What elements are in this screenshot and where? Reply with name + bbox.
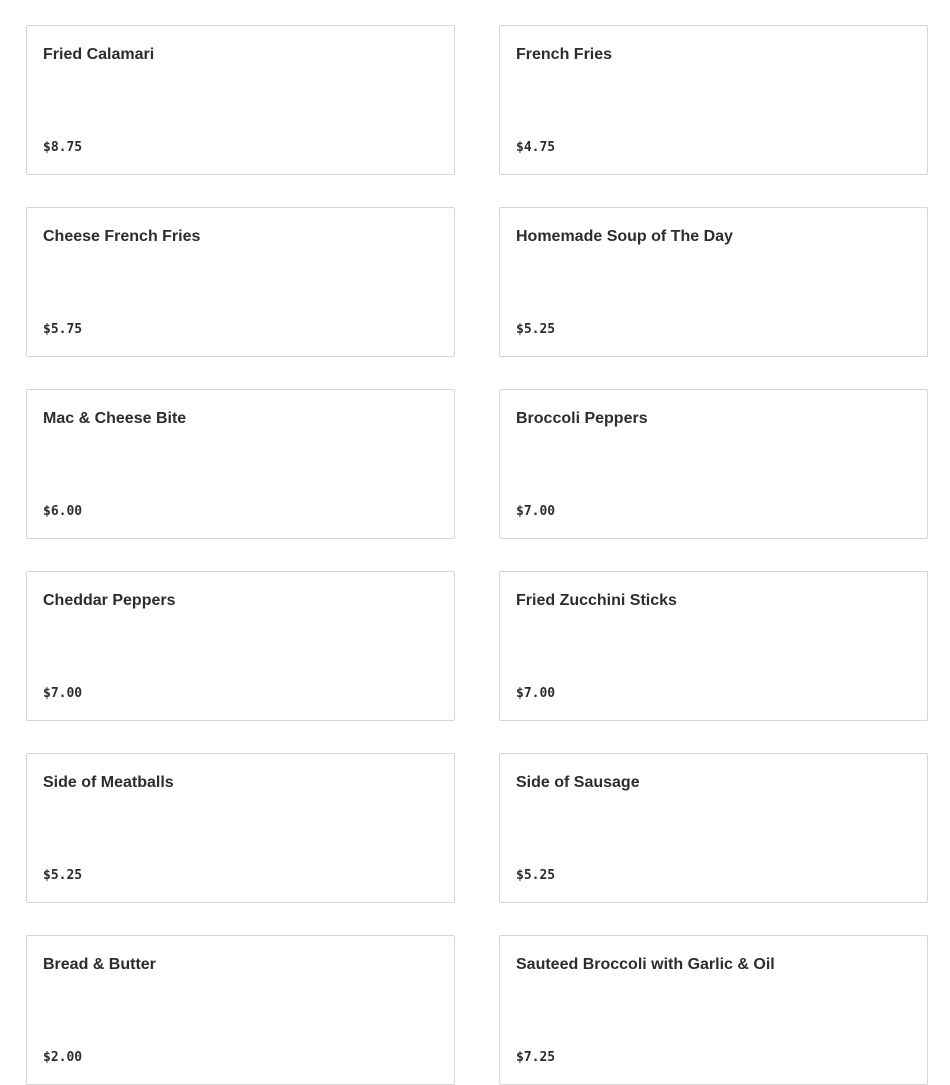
menu-item-price: $4.75 (516, 140, 556, 155)
menu-item-price: $7.00 (516, 504, 556, 519)
menu-item-name: Side of Sausage (516, 774, 640, 791)
menu-item-name: Mac & Cheese Bite (43, 410, 187, 427)
menu-item-name: Fried Calamari (43, 46, 155, 63)
menu-item-name: Homemade Soup of The Day (516, 228, 733, 245)
menu-item-card[interactable] (499, 25, 928, 175)
menu-item-name: French Fries (516, 46, 613, 63)
menu-item-card[interactable] (499, 207, 928, 357)
menu-item-name: Cheese French Fries (43, 228, 201, 245)
menu-item-name: Side of Meatballs (43, 774, 174, 791)
menu-item-card[interactable] (499, 389, 928, 539)
menu-item-name: Broccoli Peppers (516, 410, 648, 427)
menu-item-price: $6.00 (43, 504, 83, 519)
menu-item-card[interactable] (26, 935, 455, 1085)
menu-item-card[interactable] (499, 571, 928, 721)
menu-item-price: $5.75 (43, 322, 83, 337)
menu-item-price: $8.75 (43, 140, 83, 155)
menu-item-name: Cheddar Peppers (43, 592, 176, 609)
menu-item-card[interactable] (499, 935, 928, 1085)
menu-item-price: $5.25 (43, 868, 83, 883)
menu-item-price: $5.25 (516, 868, 556, 883)
menu-item-price: $2.00 (43, 1050, 83, 1065)
menu-item-card[interactable] (26, 207, 455, 357)
menu-item-name: Fried Zucchini Sticks (516, 592, 677, 609)
menu-item-card[interactable] (26, 753, 455, 903)
menu-item-price: $5.25 (516, 322, 556, 337)
menu-item-card[interactable] (26, 571, 455, 721)
menu-item-card[interactable] (26, 25, 455, 175)
menu-item-price: $7.00 (43, 686, 83, 701)
menu-item-card[interactable] (26, 389, 455, 539)
menu-item-name: Sauteed Broccoli with Garlic & Oil (516, 956, 775, 973)
menu-item-price: $7.00 (516, 686, 556, 701)
menu-item-grid (26, 25, 928, 1085)
menu-item-name: Bread & Butter (43, 956, 156, 973)
menu-item-price: $7.25 (516, 1050, 556, 1065)
menu-item-card[interactable] (499, 753, 928, 903)
